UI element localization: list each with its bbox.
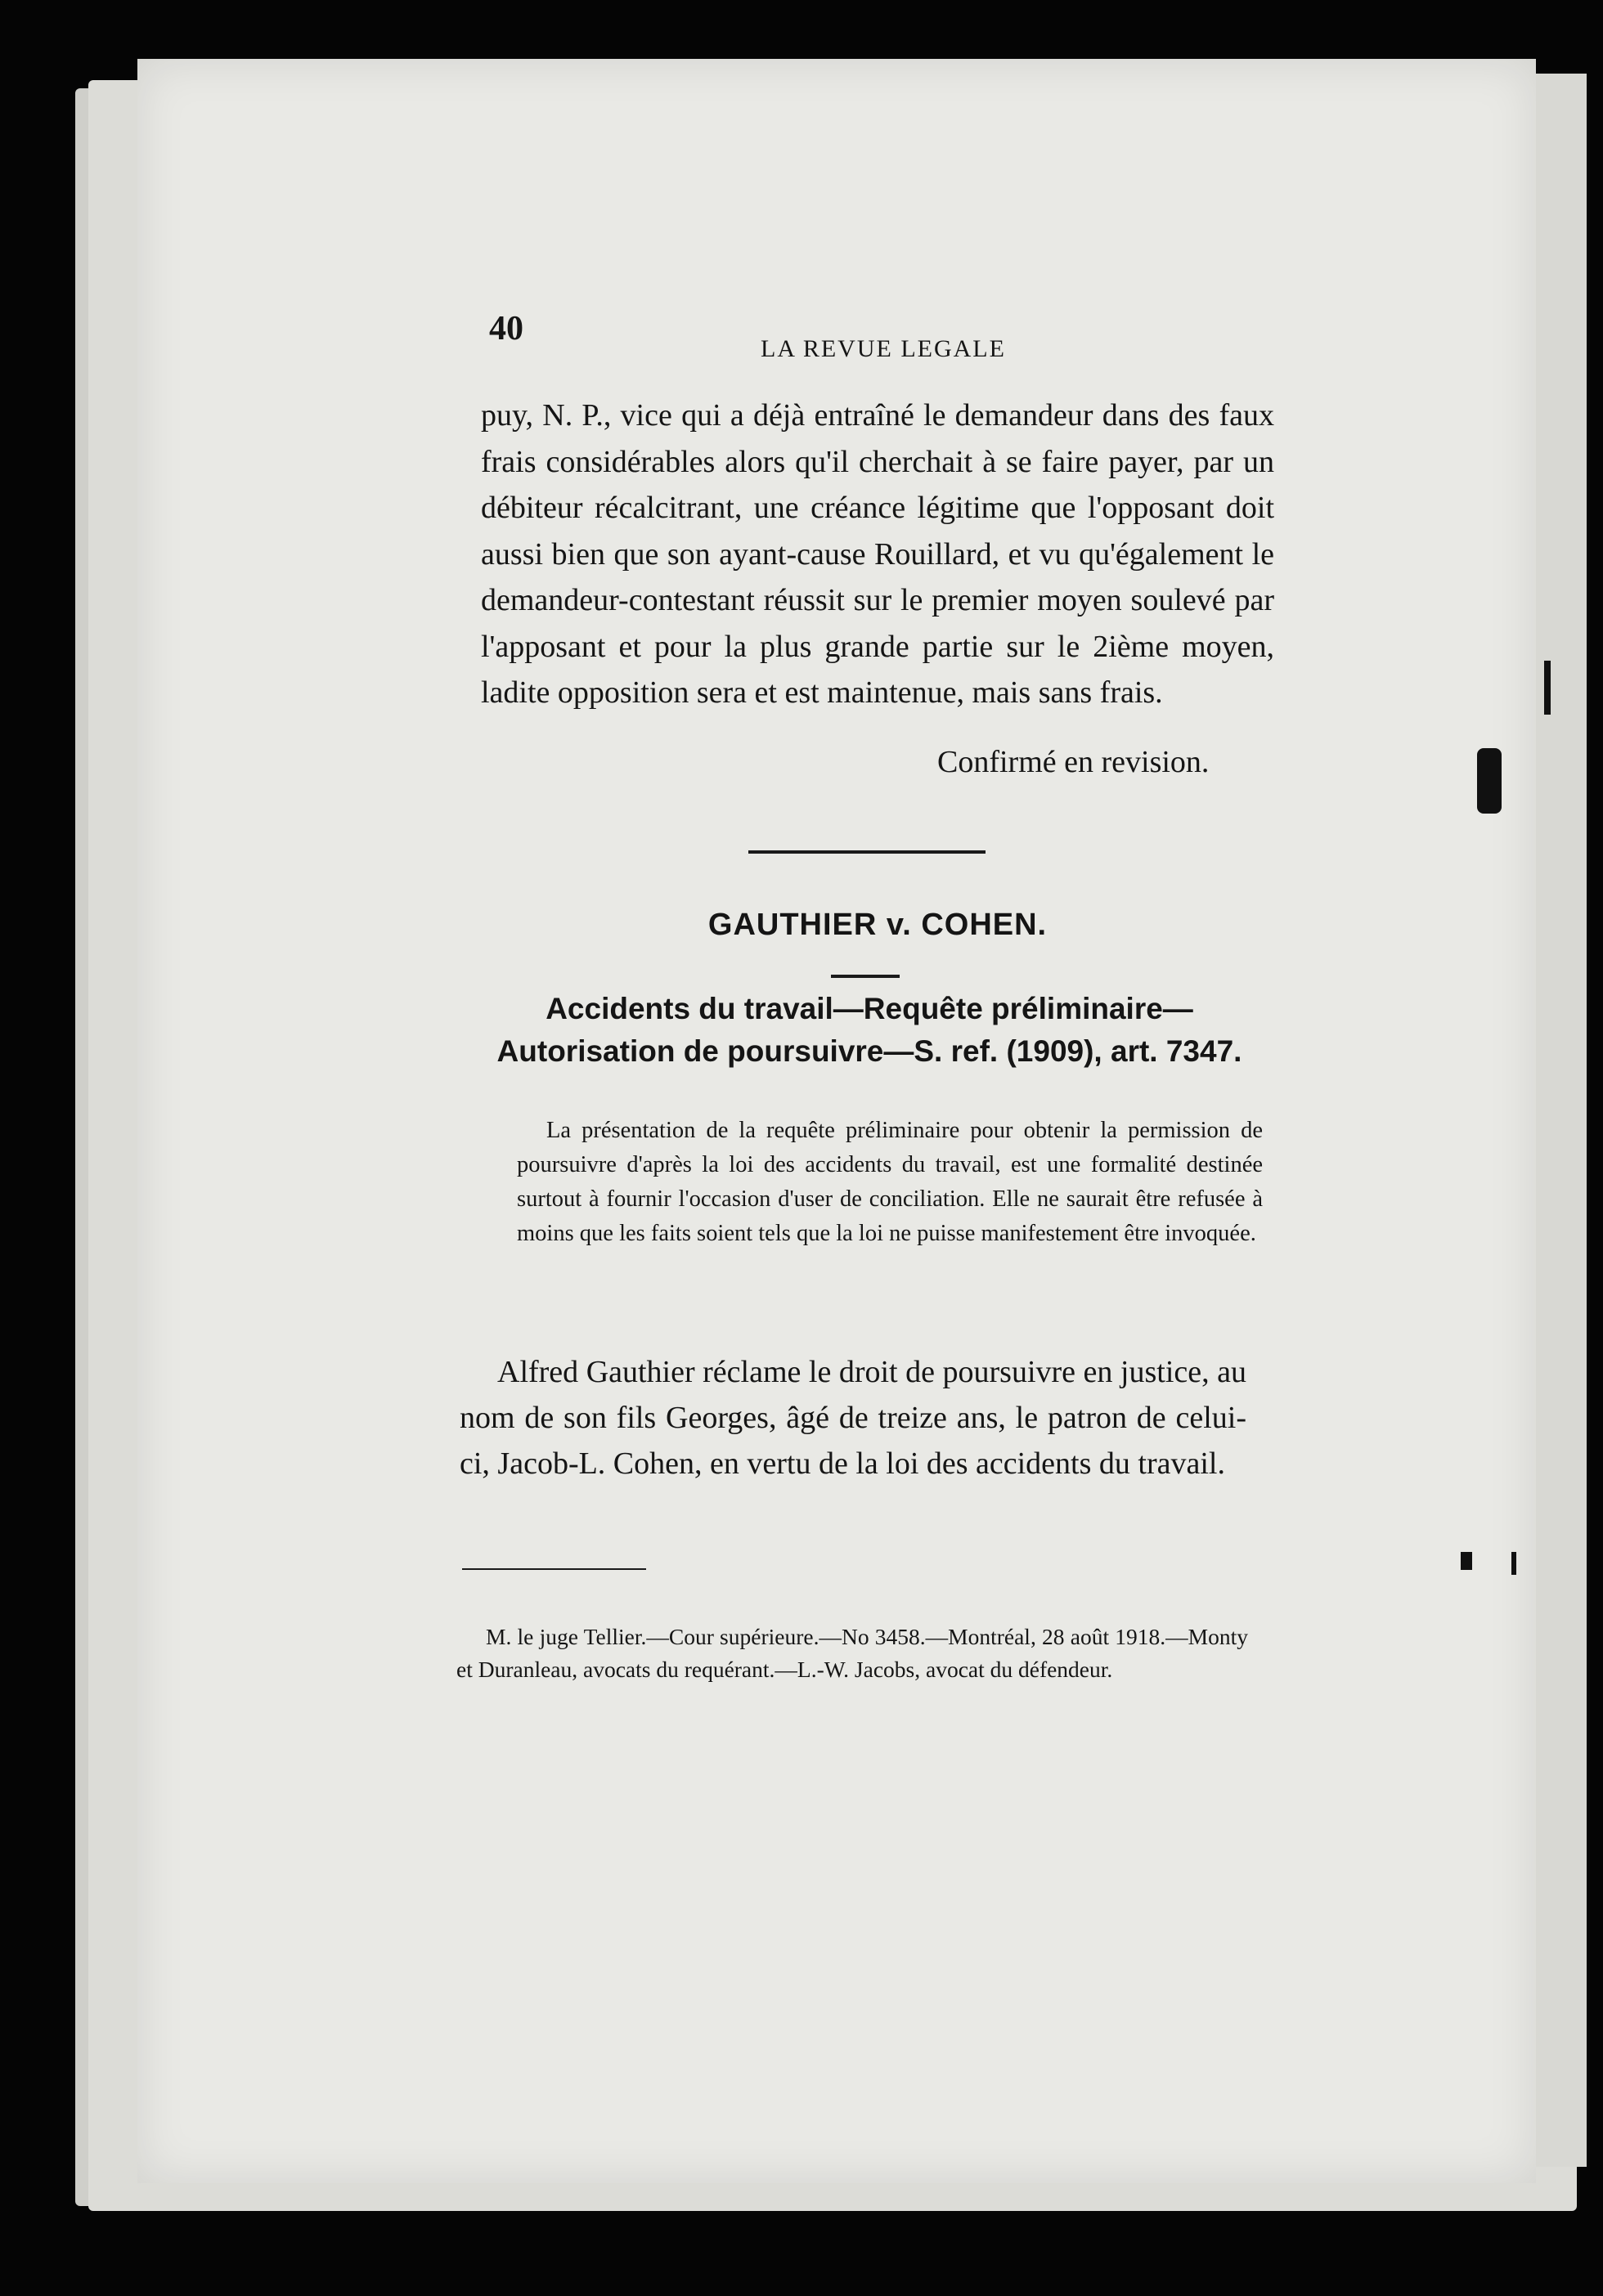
case-body-paragraph: Alfred Gauthier réclame le droit de poursuivre en justice, au nom de son fils Georges, âgé de treize ans, le patron de celui-ci, Jacob-L. Cohen, en vertu de la loi des accidents du travail.: [460, 1355, 1246, 1481]
footnote-separator: [462, 1568, 646, 1570]
previous-case-paragraph: puy, N. P., vice qui a déjà entraîné le demandeur dans des faux frais considérables alors qu'il cherchait à se faire payer, par un débiteur récalcitrant, une créance légitime que l'opposant doit aussi bien que son ayant-cause Rouillard, et vu qu'également le demandeur-contestant réussit sur le premier moyen soulevé par l'apposant et pour la plus grande partie sur le 2ième moyen, ladite opposition sera et est maintenue, mais sans frais.: [481, 398, 1274, 710]
scan-artifact: [1511, 1552, 1516, 1575]
page-number: 40: [489, 310, 523, 348]
case-title: GAUTHIER v. COHEN.: [707, 908, 1048, 942]
section-divider: [748, 850, 986, 854]
case-summary: La présentation de la requête préliminaire pour obtenir la permission de poursuivre d'après la loi des accidents du travail, est une formalité destinée surtout à fournir l'occasion d'user de conciliation. Elle ne saurait être refusée à moins que les faits soient tels que la loi ne puisse manifestement être invoquée.: [517, 1118, 1263, 1246]
case-footnote: M. le juge Tellier.—Cour supérieure.—No 3458.—Montréal, 28 août 1918.—Monty et Duranleau, avocats du requérant.—L.-W. Jacobs, avocat du défendeur.: [456, 1624, 1248, 1682]
scan-artifact: [1544, 661, 1551, 715]
disposition-line: Confirmé en revision.: [937, 745, 1210, 779]
case-headnote: Accidents du travail—Requête préliminaire—Autorisation de poursuivre—S. ref. (1909), art. 7347.: [496, 992, 1242, 1068]
title-underline: [831, 975, 900, 978]
scan-artifact: [1477, 748, 1502, 814]
scan-artifact: [1461, 1552, 1472, 1570]
running-header: LA REVUE LEGALE: [761, 335, 1006, 362]
